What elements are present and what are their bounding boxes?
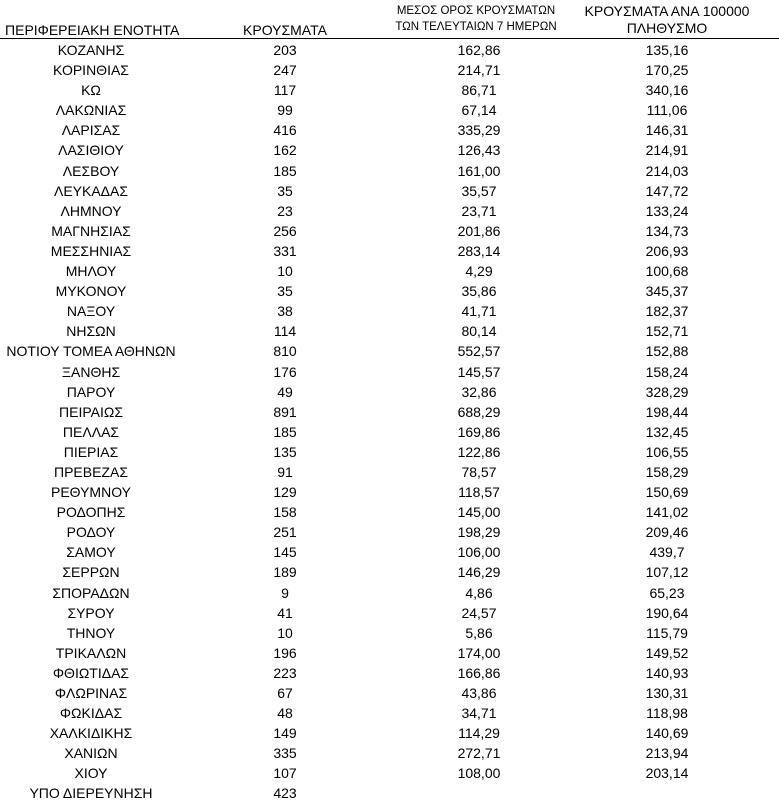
- per100k-cell: 328,29: [645, 383, 689, 400]
- region-cell: ΛΗΜΝΟΥ: [60, 202, 122, 219]
- cases-cell: 38: [277, 303, 293, 320]
- per100k-cell: 209,46: [645, 524, 689, 541]
- per100k-cell: 152,88: [645, 343, 689, 360]
- per100k-cell: 190,64: [645, 604, 689, 621]
- cases-cell: 9: [281, 584, 289, 601]
- table-row: [0, 140, 779, 160]
- per100k-cell: 130,31: [645, 685, 689, 701]
- table-row: [0, 201, 779, 221]
- region-cell: ΣΥΡΟΥ: [67, 604, 115, 621]
- table-row: [0, 321, 779, 341]
- table-row: [0, 783, 779, 803]
- header-avg-7-days: [386, 3, 566, 35]
- table-row: [0, 723, 779, 743]
- table-row: [0, 362, 779, 382]
- avg-cell: 162,86: [457, 42, 501, 58]
- region-cell: ΜΥΚΟΝΟΥ: [55, 283, 127, 300]
- cases-cell: 10: [277, 263, 293, 280]
- table-row: [0, 181, 779, 201]
- cases-cell: 114: [273, 323, 297, 340]
- per100k-cell: 141,02: [645, 504, 689, 521]
- cases-cell: 810: [273, 343, 297, 360]
- table-row: [0, 221, 779, 241]
- avg-cell: 108,00: [457, 765, 501, 782]
- table-row: [0, 603, 779, 623]
- region-cell: ΧΑΝΙΩΝ: [64, 745, 118, 762]
- table-row: [0, 60, 779, 80]
- avg-cell: 272,71: [457, 745, 501, 762]
- avg-cell: 86,71: [461, 82, 497, 99]
- per100k-cell: 100,68: [645, 263, 689, 280]
- per100k-cell: 182,37: [645, 303, 689, 320]
- cases-cell: 48: [277, 705, 293, 722]
- region-cell: ΤΡΙΚΑΛΩΝ: [55, 644, 127, 661]
- region-cell: ΦΩΚΙΔΑΣ: [59, 705, 123, 722]
- region-cell: ΠΑΡΟΥ: [66, 383, 116, 400]
- table-row: [0, 643, 779, 663]
- per100k-cell: 107,12: [645, 564, 689, 581]
- region-cell: ΝΑΞΟΥ: [66, 303, 116, 320]
- table-row: [0, 301, 779, 321]
- per100k-cell: 170,25: [645, 62, 689, 79]
- cases-cell: 135: [273, 443, 297, 460]
- table-row: [0, 341, 779, 361]
- avg-cell: 41,71: [461, 303, 497, 320]
- per100k-cell: 111,06: [646, 102, 688, 119]
- table-row: [0, 703, 779, 723]
- cases-cell: 129: [273, 484, 297, 501]
- per100k-cell: 147,72: [645, 182, 689, 199]
- table-row: [0, 542, 779, 562]
- avg-cell: 145,00: [457, 504, 501, 521]
- header-per-100k: [572, 3, 762, 37]
- avg-cell: 161,00: [457, 162, 501, 179]
- avg-cell: 283,14: [457, 242, 501, 259]
- avg-cell: 23,71: [461, 202, 497, 219]
- region-cell: ΥΠΟ ΔΙΕΡΕΥΝΗΣΗ: [29, 785, 153, 802]
- table-row: [0, 583, 779, 603]
- region-cell: ΣΕΡΡΩΝ: [62, 564, 120, 581]
- per100k-cell: 158,29: [645, 463, 689, 480]
- cases-cell: 91: [277, 463, 293, 480]
- region-cell: ΚΟΡΙΝΘΙΑΣ: [53, 62, 129, 79]
- cases-cell: 149: [273, 725, 297, 742]
- header-per100k-line1: ΚΡΟΥΣΜΑΤΑ ΑΝΑ 100000: [584, 3, 750, 19]
- region-cell: ΦΛΩΡΙΝΑΣ: [54, 685, 128, 701]
- avg-cell: 174,00: [457, 644, 501, 661]
- table-row: [0, 683, 779, 703]
- table-row: [0, 281, 779, 301]
- per100k-cell: 146,31: [645, 122, 689, 139]
- header-avg-line1: ΜΕΣΟΣ ΟΡΟΣ ΚΡΟΥΣΜΑΤΩΝ: [396, 5, 556, 17]
- region-cell: ΛΕΣΒΟΥ: [62, 162, 120, 179]
- cases-cell: 203: [273, 42, 297, 58]
- cases-cell: 49: [277, 383, 293, 400]
- cases-cell: 223: [273, 664, 297, 681]
- per100k-cell: 439,7: [649, 544, 685, 561]
- avg-cell: 198,29: [457, 524, 501, 541]
- per100k-cell: 158,24: [645, 363, 689, 380]
- avg-cell: 35,86: [461, 283, 497, 300]
- region-cell: ΞΑΝΘΗΣ: [61, 363, 121, 380]
- cases-cell: 99: [277, 102, 293, 119]
- avg-cell: 335,29: [457, 122, 501, 139]
- table-row: [0, 522, 779, 542]
- region-cell: ΝΗΣΩΝ: [66, 323, 116, 340]
- table-row: [0, 442, 779, 462]
- region-cell: ΧΑΛΚΙΔΙΚΗΣ: [49, 725, 133, 742]
- cases-cell: 891: [273, 403, 297, 420]
- table-row: [0, 743, 779, 763]
- cases-cell: 247: [273, 62, 297, 79]
- table-row: [0, 462, 779, 482]
- avg-cell: 5,86: [465, 624, 493, 641]
- per100k-cell: 340,16: [645, 82, 689, 99]
- avg-cell: 688,29: [457, 403, 501, 420]
- table-row: [0, 402, 779, 422]
- cases-cell: 107: [273, 765, 297, 782]
- avg-cell: 126,43: [457, 142, 501, 159]
- per100k-cell: 140,69: [645, 725, 689, 742]
- avg-cell: 106,00: [457, 544, 501, 561]
- avg-cell: 24,57: [461, 604, 497, 621]
- per100k-cell: 115,79: [646, 624, 688, 641]
- region-cell: ΜΗΛΟΥ: [65, 263, 117, 280]
- table-row: [0, 161, 779, 181]
- cases-cell: 35: [277, 283, 293, 300]
- cases-cell: 251: [273, 524, 297, 541]
- avg-cell: 166,86: [457, 664, 501, 681]
- cases-cell: 331: [273, 242, 297, 259]
- avg-cell: 114,29: [458, 725, 500, 742]
- cases-cell: 196: [273, 644, 297, 661]
- table-row: [0, 100, 779, 120]
- cases-cell: 176: [273, 363, 297, 380]
- cases-cell: 67: [277, 685, 293, 701]
- region-cell: ΛΑΣΙΘΙΟΥ: [58, 142, 124, 159]
- header-divider: [0, 38, 779, 39]
- table-row: [0, 382, 779, 402]
- avg-cell: 4,29: [465, 263, 493, 280]
- region-cell: ΤΗΝΟΥ: [66, 624, 116, 641]
- cases-cell: 162: [273, 142, 297, 159]
- cases-cell: 185: [273, 423, 297, 440]
- avg-cell: 78,57: [461, 463, 497, 480]
- table-row: [0, 502, 779, 522]
- region-cell: ΠΕΛΛΑΣ: [62, 423, 120, 440]
- table-row: [0, 763, 779, 783]
- per100k-cell: 118,98: [646, 705, 688, 722]
- per100k-cell: 149,52: [645, 644, 689, 661]
- cases-cell: 189: [273, 564, 297, 581]
- region-cell: ΛΑΚΩΝΙΑΣ: [55, 102, 127, 119]
- region-cell: ΚΟΖΑΝΗΣ: [57, 42, 125, 58]
- avg-cell: 122,86: [457, 443, 501, 460]
- region-cell: ΦΘΙΩΤΙΔΑΣ: [52, 664, 130, 681]
- region-cell: ΠΡΕΒΕΖΑΣ: [53, 463, 128, 480]
- avg-cell: 552,57: [457, 343, 501, 360]
- table-row: [0, 241, 779, 261]
- per100k-cell: 106,55: [645, 443, 689, 460]
- region-cell: ΠΕΙΡΑΙΩΣ: [59, 403, 123, 420]
- cases-cell: 10: [277, 624, 293, 641]
- cases-cell: 117: [273, 82, 297, 99]
- avg-cell: 201,86: [457, 222, 501, 239]
- table-row: [0, 623, 779, 643]
- cases-cell: 416: [273, 122, 297, 139]
- avg-cell: 80,14: [461, 323, 497, 340]
- per100k-cell: 206,93: [645, 242, 689, 259]
- cases-cell: 145: [273, 544, 297, 561]
- header-region: ΠΕΡΙΦΕΡΕΙΑΚΗ ΕΝΟΤΗΤΑ: [5, 22, 180, 38]
- header-per100k-line2: ΠΛΗΘΥΣΜΟ: [626, 20, 708, 36]
- avg-cell: 214,71: [457, 62, 501, 79]
- cases-cell: 335: [273, 745, 297, 762]
- region-cell: ΠΙΕΡΙΑΣ: [63, 443, 119, 460]
- table-row: [0, 261, 779, 281]
- region-cell: ΡΟΔΟΥ: [66, 524, 116, 541]
- region-cell: ΜΕΣΣΗΝΙΑΣ: [50, 242, 132, 259]
- table-row: [0, 40, 779, 60]
- cases-cell: 35: [277, 182, 293, 199]
- per100k-cell: 133,24: [645, 202, 689, 219]
- avg-cell: 43,86: [461, 685, 497, 701]
- region-cell: ΡΕΘΥΜΝΟΥ: [50, 484, 131, 501]
- table-row: [0, 80, 779, 100]
- region-cell: ΛΕΥΚΑΔΑΣ: [53, 182, 129, 199]
- per100k-cell: 345,37: [645, 283, 689, 300]
- region-cell: ΡΟΔΟΠΗΣ: [56, 504, 126, 521]
- region-cell: ΝΟΤΙΟΥ ΤΟΜΕΑ ΑΘΗΝΩΝ: [6, 343, 176, 360]
- per100k-cell: 65,23: [649, 584, 685, 601]
- avg-cell: 32,86: [461, 383, 497, 400]
- avg-cell: 146,29: [457, 564, 501, 581]
- table-row: [0, 422, 779, 442]
- per100k-cell: 213,94: [645, 745, 689, 762]
- avg-cell: 145,57: [457, 363, 501, 380]
- region-cell: ΜΑΓΝΗΣΙΑΣ: [51, 222, 131, 239]
- avg-cell: 67,14: [461, 102, 497, 119]
- table-row: [0, 482, 779, 502]
- per100k-cell: 152,71: [645, 323, 689, 340]
- table-row: [0, 120, 779, 140]
- cases-cell: 158: [273, 504, 297, 521]
- table-row: [0, 562, 779, 582]
- per100k-cell: 214,03: [645, 162, 689, 179]
- cases-cell: 423: [273, 785, 297, 802]
- avg-cell: 34,71: [461, 705, 497, 722]
- cases-cell: 23: [277, 202, 293, 219]
- region-cell: ΧΙΟΥ: [74, 765, 108, 782]
- avg-cell: 35,57: [461, 182, 497, 199]
- per100k-cell: 214,91: [645, 142, 689, 159]
- region-cell: ΚΩ: [81, 82, 101, 99]
- cases-cell: 185: [273, 162, 297, 179]
- avg-cell: 4,86: [465, 584, 493, 601]
- avg-cell: 118,57: [458, 484, 500, 501]
- region-cell: ΛΑΡΙΣΑΣ: [61, 122, 121, 139]
- region-cell: ΣΑΜΟΥ: [66, 544, 116, 561]
- cases-cell: 256: [273, 222, 297, 239]
- per100k-cell: 140,93: [645, 664, 689, 681]
- per100k-cell: 198,44: [645, 403, 689, 420]
- avg-cell: 169,86: [457, 423, 501, 440]
- header-avg-line2: ΤΩΝ ΤΕΛΕΥΤΑΙΩΝ 7 ΗΜΕΡΩΝ: [395, 21, 557, 33]
- per100k-cell: 150,69: [645, 484, 689, 501]
- per100k-cell: 132,45: [645, 423, 689, 440]
- per100k-cell: 134,73: [645, 222, 689, 239]
- table-row: [0, 663, 779, 683]
- cases-cell: 41: [277, 604, 293, 621]
- per100k-cell: 135,16: [645, 42, 689, 58]
- table-body: [0, 40, 779, 804]
- region-cell: ΣΠΟΡΑΔΩΝ: [52, 584, 130, 601]
- per100k-cell: 203,14: [645, 765, 689, 782]
- header-cases: ΚΡΟΥΣΜΑΤΑ: [243, 22, 327, 38]
